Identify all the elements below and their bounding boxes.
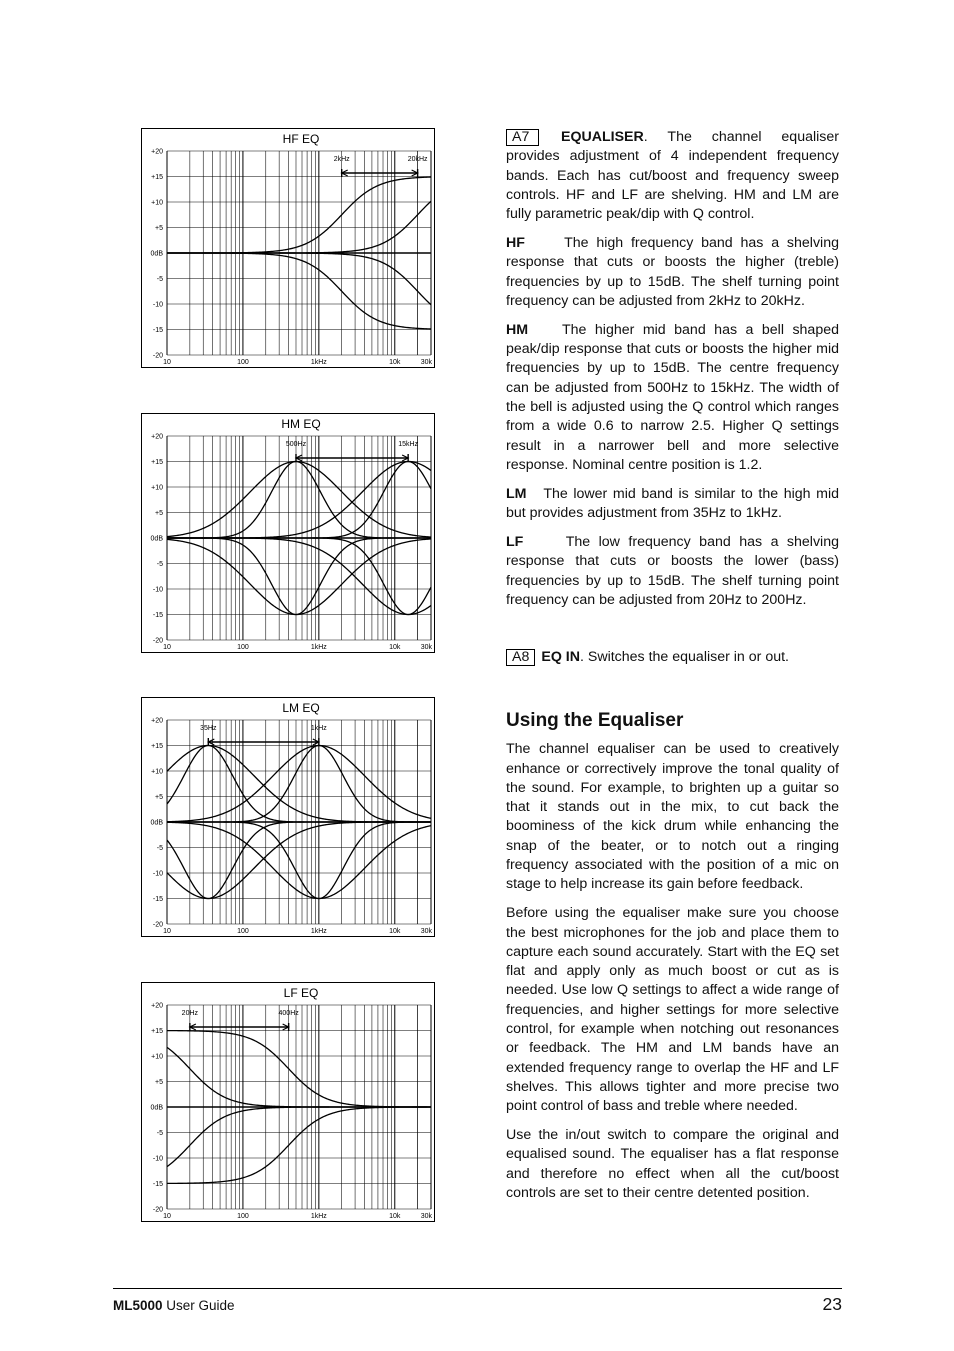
y-tick-label: +20 <box>151 433 163 441</box>
chart-title: LM EQ <box>282 701 320 715</box>
y-tick-label: +10 <box>151 1053 163 1061</box>
a8-text: . Switches the equaliser in or out. <box>580 649 789 665</box>
chart-title: HM EQ <box>281 417 321 431</box>
y-tick-label: -5 <box>156 845 163 852</box>
x-tick-label: 10 <box>163 359 171 366</box>
y-tick-label: -15 <box>152 327 163 334</box>
y-tick-label: +10 <box>151 768 163 776</box>
y-tick-label: -15 <box>152 896 163 903</box>
x-tick-label: 1kHz <box>310 359 327 366</box>
y-tick-label: -15 <box>152 612 163 619</box>
x-tick-label: 10k <box>389 928 401 935</box>
x-tick-label: 10 <box>163 644 171 651</box>
lf-band-paragraph <box>506 533 839 610</box>
lf-eq-plot <box>142 983 433 1220</box>
x-tick-label: 30k <box>420 359 432 366</box>
footer-rule <box>113 1288 842 1289</box>
band-label: LM <box>506 485 527 502</box>
y-tick-label: 0dB <box>150 1104 163 1112</box>
x-tick-label: 100 <box>237 644 249 651</box>
band-label: HM <box>506 321 529 338</box>
x-tick-label: 1kHz <box>310 1213 327 1220</box>
chart-title: LF EQ <box>283 986 319 1000</box>
footer-guide: User Guide <box>162 1298 235 1313</box>
y-tick-label: -20 <box>152 921 163 929</box>
y-tick-label: 0dB <box>150 250 163 258</box>
page-number: 23 <box>822 1294 842 1314</box>
y-tick-label: -20 <box>152 352 163 360</box>
annotation-label: 20kHz <box>407 156 428 163</box>
band-text: The low frequency band has a shelving response that cuts or boosts the lower (bass) frequencies by up to 15dB. The shelf turning point frequency can be adjusted from 20Hz to 200Hz. <box>506 534 839 608</box>
hm-band-paragraph <box>506 321 839 475</box>
footer-brand: ML5000 <box>113 1298 163 1313</box>
x-tick-label: 30k <box>420 644 432 651</box>
chart-title: HF EQ <box>282 132 320 146</box>
y-tick-label: 0dB <box>150 819 163 827</box>
x-tick-label: 100 <box>237 928 249 935</box>
y-tick-label: -10 <box>152 870 163 878</box>
x-tick-label: 100 <box>237 359 249 366</box>
lf-eq-chart <box>141 982 435 1222</box>
x-tick-label: 1kHz <box>310 644 327 651</box>
y-tick-label: +10 <box>151 484 163 492</box>
x-tick-label: 100 <box>237 1213 249 1220</box>
y-tick-label: -5 <box>156 561 163 568</box>
annotation-label: 400Hz <box>278 1010 299 1017</box>
x-tick-label: 30k <box>420 928 432 935</box>
a7-tag: A7 <box>506 129 539 146</box>
hm-eq-plot <box>142 414 433 651</box>
band-label: HF <box>506 235 525 252</box>
y-tick-label: +15 <box>151 743 163 750</box>
using-section <box>506 711 839 1213</box>
hf-band-paragraph <box>506 234 839 311</box>
using-title: Using the Equaliser <box>506 710 684 731</box>
lm-eq-plot <box>142 698 433 935</box>
y-tick-label: -20 <box>152 1206 163 1214</box>
hf-eq-chart <box>141 128 435 368</box>
band-label: LF <box>506 534 524 551</box>
y-tick-label: +15 <box>151 459 163 466</box>
annotation-label: 15kHz <box>398 441 419 448</box>
y-tick-label: -10 <box>152 586 163 594</box>
y-tick-label: -5 <box>156 276 163 283</box>
using-paragraph: The channel equaliser can be used to creatively enhance or correctively improve the tonal quality of the sound. For example, to brighten up a guitar so that it stands out in the mix, to cut back the boominess of the kick drum while enhancing the snap of the beater, or to notch out a ringing frequency associated with the position of a mic on stage to help increase its gain before feedback. <box>506 741 839 893</box>
equaliser-description <box>506 128 839 620</box>
y-tick-label: 0dB <box>150 535 163 543</box>
footer-guide-title <box>113 1298 235 1313</box>
y-tick-label: -20 <box>152 637 163 645</box>
band-text: The high frequency band has a shelving response that cuts or boosts the higher (treble) frequencies by up to 15dB. The shelf turning point frequency can be adjusted from 2kHz to 20kHz. <box>506 235 839 309</box>
y-tick-label: +20 <box>151 148 163 156</box>
using-paragraph: Before using the equaliser make sure you choose the best microphones for the job and place them to capture each sound accurately. Start with the EQ set flat and apply only as much boost or cut as is needed. Use low Q settings to affect a wide range of frequencies, and higher settings for more selective control, for example when notching out resonances or feedback. The HM and LM bands have an extended frequency range to overlap the HF and LF shelves. This allows tighter and more precise two point control of bass and treble where needed. <box>506 905 839 1115</box>
x-tick-label: 10k <box>389 644 401 651</box>
a8-paragraph <box>506 648 839 667</box>
y-tick-label: +15 <box>151 1028 163 1035</box>
x-tick-label: 10 <box>163 1213 171 1220</box>
annotation-label: 1kHz <box>310 725 327 732</box>
lm-band-paragraph <box>506 485 839 524</box>
y-tick-label: -10 <box>152 301 163 309</box>
a8-tag: A8 <box>506 649 535 666</box>
y-tick-label: +15 <box>151 174 163 181</box>
hf-eq-plot <box>142 129 433 366</box>
y-tick-label: +20 <box>151 717 163 725</box>
eq-in-description <box>506 648 839 677</box>
y-tick-label: -10 <box>152 1155 163 1163</box>
annotation-label: 500Hz <box>285 441 307 448</box>
band-text: The higher mid band has a bell shaped peak/dip response that cuts or boosts the higher mid frequencies by up to 15dB. The centre frequency can be adjusted from 500Hz to 15kHz. The width of the bell is adjusted using the Q control which ranges from a wide 0.6 to narrow 2.5. Higher Q settings result in a narrower bell and more selective response. Nominal centre position is 1.2. <box>506 321 839 473</box>
a7-intro <box>506 128 839 224</box>
annotation-label: 2kHz <box>333 156 350 163</box>
lm-eq-chart <box>141 697 435 937</box>
a7-intro-text: . The channel equaliser provides adjustment of 4 independent frequency bands. Each has cut/boost and frequency sweep controls. HF and LF are shelving. HM and LM are fully parametric peak/dip with Q control. <box>506 129 839 223</box>
a7-heading: EQUALISER <box>561 129 644 145</box>
y-tick-label: +5 <box>155 1079 163 1086</box>
x-tick-label: 10 <box>163 928 171 935</box>
y-tick-label: +5 <box>155 225 163 232</box>
y-tick-label: +5 <box>155 794 163 801</box>
using-paragraph: Use the in/out switch to compare the original and equalised sound. The equaliser has a flat response and therefore no effect when all the cut/boost controls are set to their centre detented position. <box>506 1127 839 1202</box>
y-tick-label: -15 <box>152 1181 163 1188</box>
y-tick-label: -5 <box>156 1130 163 1137</box>
y-tick-label: +5 <box>155 510 163 517</box>
hm-eq-chart <box>141 413 435 653</box>
x-tick-label: 10k <box>389 1213 401 1220</box>
band-text: The lower mid band is similar to the high mid but provides adjustment from 35Hz to 1kHz. <box>506 485 840 522</box>
a8-heading: EQ IN <box>541 649 580 665</box>
x-tick-label: 30k <box>420 1213 432 1220</box>
y-tick-label: +10 <box>151 199 163 207</box>
x-tick-label: 10k <box>389 359 401 366</box>
x-tick-label: 1kHz <box>310 928 327 935</box>
y-tick-label: +20 <box>151 1002 163 1010</box>
annotation-label: 20Hz <box>181 1010 199 1017</box>
annotation-label: 35Hz <box>200 725 217 732</box>
